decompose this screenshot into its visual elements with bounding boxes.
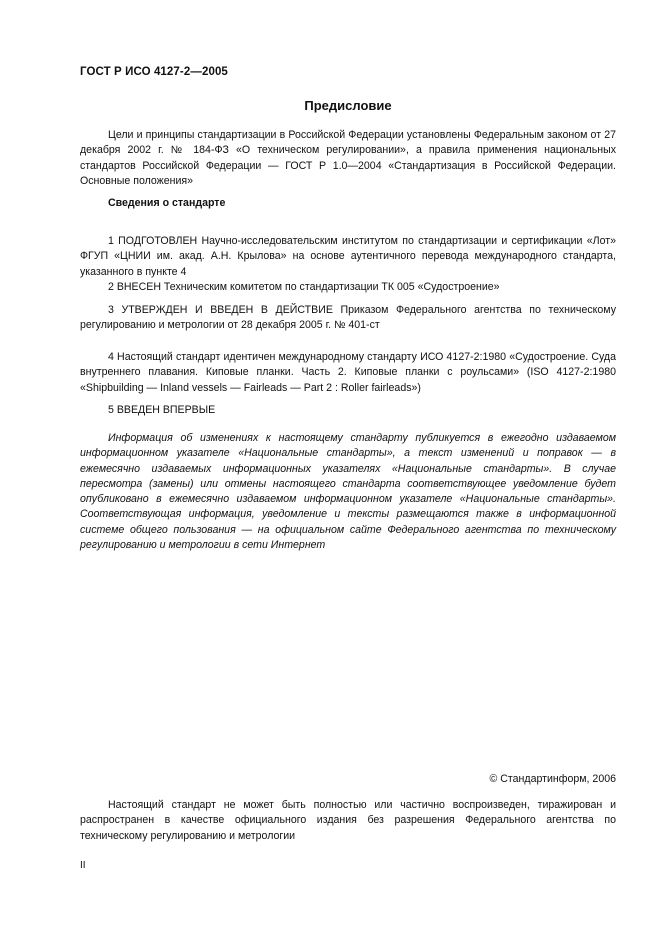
- info-item-1: 1 ПОДГОТОВЛЕН Научно-исследовательским институтом по стандартизации и сертификации «Лот» ФГУП «ЦНИИ им. акад. А.Н. Крылова» на основе аутентичного перевода международного стандарта, указанного в пункте 4: [80, 235, 616, 278]
- copyright-notice: © Стандартинформ, 2006: [489, 773, 616, 785]
- info-item-2: 2 ВНЕСЕН Техническим комитетом по стандартизации ТК 005 «Судостроение»: [108, 281, 500, 293]
- standard-info-heading: Сведения о стандарте: [108, 197, 226, 209]
- document-code: ГОСТ Р ИСО 4127-2—2005: [80, 66, 228, 78]
- page-number: II: [80, 860, 86, 871]
- info-item-4: 4 Настоящий стандарт идентичен международному стандарту ИСО 4127-2:1980 «Судостроение. Суда внутреннего плавания. Киповые планки. Часть 2. Киповые планки с роульсами» (ISO 4127-2:1980 «Shipbuilding — Inland vessels — Fairleads — Part 2 : Roller fairleads»): [80, 351, 616, 394]
- foreword-title: Предисловие: [304, 98, 392, 113]
- info-item-3: 3 УТВЕРЖДЕН И ВВЕДЕН В ДЕЙСТВИЕ Приказом Федерального агентства по техническому регулированию и метрологии от 28 декабря 2005 г. № 401-ст: [80, 304, 616, 332]
- reproduction-rights-notice: Настоящий стандарт не может быть полностью или частично воспроизведен, тиражирован и распространен в качестве официального издания без разрешения Федерального агентства по техническому регулированию и метрологии: [80, 799, 616, 842]
- info-item-5: 5 ВВЕДЕН ВПЕРВЫЕ: [108, 404, 216, 416]
- amendments-notice: Информация об изменениях к настоящему стандарту публикуется в ежегодно издаваемом информационном указателе «Национальные стандарты», а текст изменений и поправок — в ежемесячно издаваемых информационных указателях «Национальные стандарты». В случае пересмотра (замены) или отмены настоящего стандарта соответствующее уведомление будет опубликовано в ежемесячно издаваемом информационном указателе «Национальные стандарты». Соответствующая информация, уведомление и тексты размещаются также в информационной системе общего пользования — на официальном сайте Федерального агентства по техническому регулированию и метрологии в сети Интернет: [80, 432, 616, 552]
- foreword-intro: Цели и принципы стандартизации в Российской Федерации установлены Федеральным законом от 27 декабря 2002 г. № 184-ФЗ «О техническом регулировании», а правила применения национальных стандартов Российской Федерации — ГОСТ Р 1.0—2004 «Стандартизация в Российской Федерации. Основные положения»: [80, 129, 616, 187]
